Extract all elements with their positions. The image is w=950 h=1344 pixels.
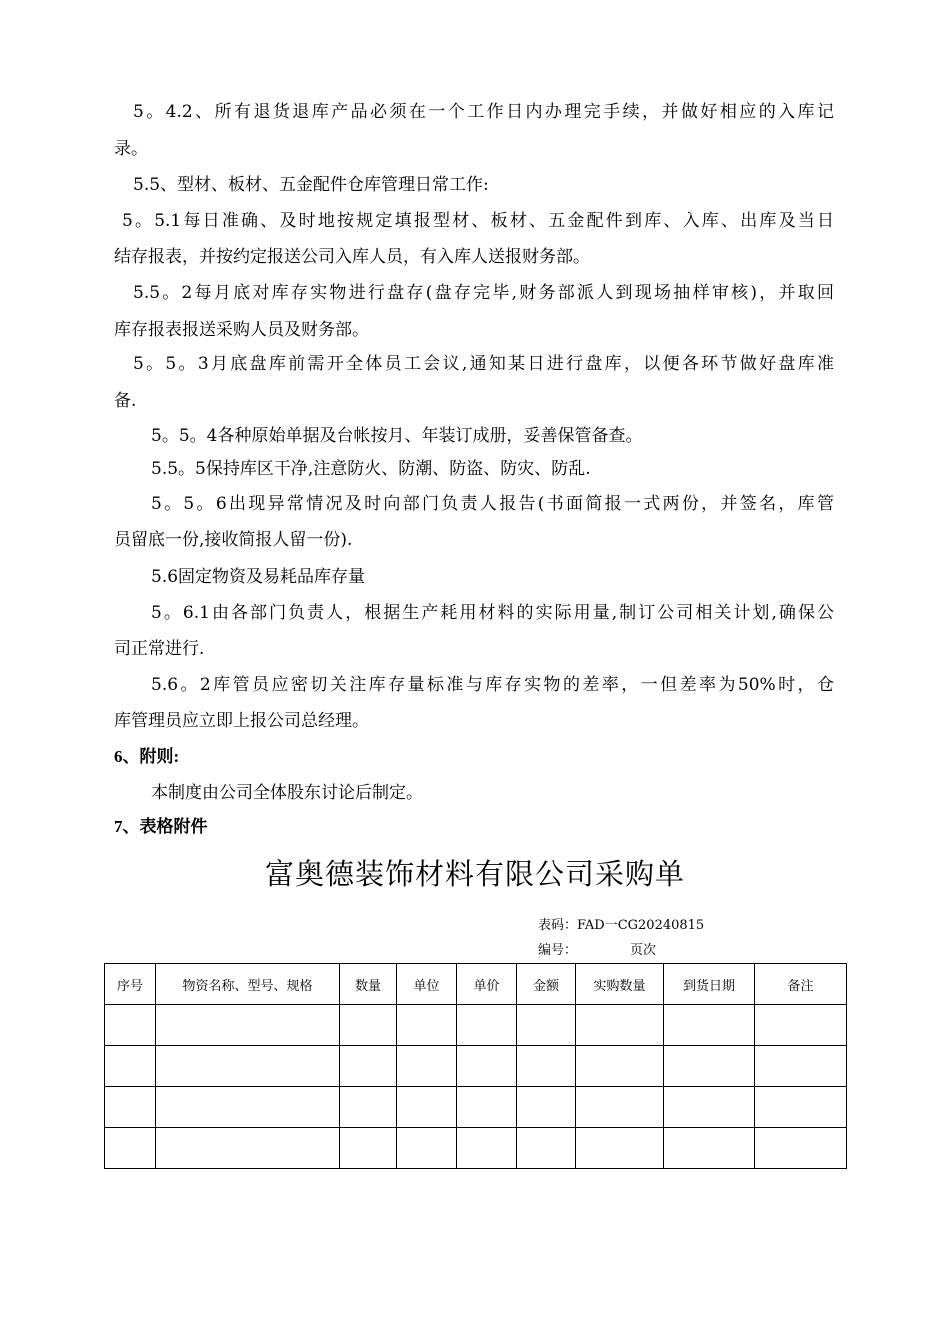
paragraph-5-6-1-line1: 5。6.1由各部门负责人，根据生产耗用材料的实际用量,制订公司相关计划,确保公 <box>151 603 834 623</box>
table-cell[interactable] <box>517 1005 576 1046</box>
table-row <box>105 1087 847 1128</box>
paragraph-5-5-heading: 5.5、型材、板材、五金配件仓库管理日常工作: <box>133 175 489 195</box>
table-cell[interactable] <box>397 1046 457 1087</box>
table-cell[interactable] <box>664 1128 755 1169</box>
purchase-order-table <box>104 963 847 1169</box>
table-cell[interactable] <box>576 1046 664 1087</box>
table-cell[interactable] <box>576 1005 664 1046</box>
paragraph-5-5-6-line2: 员留底一份,接收简报人留一份). <box>114 530 353 550</box>
paragraph-5-4-2-line2: 录。 <box>114 139 148 159</box>
table-header-row <box>105 964 847 1005</box>
paragraph-5-5-2-line2: 库存报表报送采购人员及财务部。 <box>114 320 369 340</box>
header-arrival-date: 到货日期 <box>664 964 755 1005</box>
paragraph-5-6-heading: 5.6固定物资及易耗品库存量 <box>151 567 366 587</box>
paragraph-5-5-6-line1: 5。5。6出现异常情况及时向部门负责人报告(书面简报一式两份，并签名，库管 <box>151 494 834 514</box>
table-cell[interactable] <box>340 1087 397 1128</box>
paragraph-5-5-4: 5。5。4各种原始单据及台帐按月、年装订成册，妥善保管备查。 <box>151 426 643 446</box>
table-cell[interactable] <box>664 1046 755 1087</box>
paragraph-5-4-2-line1: 5。4.2、所有退货退库产品必须在一个工作日内办理完手续，并做好相应的入库记 <box>133 102 834 122</box>
table-row <box>105 1046 847 1087</box>
table-cell[interactable] <box>156 1046 340 1087</box>
header-quantity: 数量 <box>340 964 397 1005</box>
table-cell[interactable] <box>340 1046 397 1087</box>
table-cell[interactable] <box>156 1005 340 1046</box>
paragraph-5-5-5: 5.5。5保持库区干净,注意防火、防潮、防盗、防灾、防乱. <box>151 459 591 479</box>
table-cell[interactable] <box>156 1128 340 1169</box>
paragraph-5-6-2-line1: 5.6。2库管员应密切关注库存量标准与库存实物的差率，一但差率为50%时，仓 <box>151 675 834 695</box>
table-cell[interactable] <box>755 1005 847 1046</box>
table-cell[interactable] <box>340 1128 397 1169</box>
header-unit: 单位 <box>397 964 457 1005</box>
table-cell[interactable] <box>105 1046 156 1087</box>
table-row <box>105 1128 847 1169</box>
table-cell[interactable] <box>457 1046 517 1087</box>
section-6-text: 本制度由公司全体股东讨论后制定。 <box>151 783 423 803</box>
table-cell[interactable] <box>397 1005 457 1046</box>
table-cell[interactable] <box>397 1128 457 1169</box>
table-cell[interactable] <box>755 1046 847 1087</box>
paragraph-5-5-3-line1: 5。5。3月底盘库前需开全体员工会议,通知某日进行盘库，以便各环节做好盘库准 <box>133 354 834 374</box>
table-cell[interactable] <box>517 1046 576 1087</box>
table-cell[interactable] <box>457 1128 517 1169</box>
table-cell[interactable] <box>105 1005 156 1046</box>
table-cell[interactable] <box>576 1087 664 1128</box>
header-remarks: 备注 <box>755 964 847 1005</box>
form-title: 富奥德装饰材料有限公司采购单 <box>264 857 685 891</box>
table-cell[interactable] <box>457 1087 517 1128</box>
table-cell[interactable] <box>664 1087 755 1128</box>
paragraph-5-5-2-line1: 5.5。2每月底对库存实物进行盘存(盘存完毕,财务部派人到现场抽样审核)，并取回 <box>133 283 834 303</box>
header-unit-price: 单价 <box>457 964 517 1005</box>
table-cell[interactable] <box>105 1087 156 1128</box>
header-amount: 金额 <box>517 964 576 1005</box>
section-7-heading: 7、表格附件 <box>114 817 208 836</box>
table-cell[interactable] <box>340 1005 397 1046</box>
table-row <box>105 1005 847 1046</box>
paragraph-5-5-1-line1: 5。5.1每日准确、及时地按规定填报型材、板材、五金配件到库、入库、出库及当日 <box>122 211 834 231</box>
table-cell[interactable] <box>517 1087 576 1128</box>
header-actual-quantity: 实购数量 <box>576 964 664 1005</box>
header-index: 序号 <box>105 964 156 1005</box>
paragraph-5-5-1-line2: 结存报表，并按约定报送公司入库人员，有入库人送报财务部。 <box>114 247 590 267</box>
paragraph-5-5-3-line2: 备. <box>114 391 137 411</box>
table-cell[interactable] <box>755 1128 847 1169</box>
header-item-name: 物资名称、型号、规格 <box>156 964 340 1005</box>
table-cell[interactable] <box>457 1005 517 1046</box>
table-cell[interactable] <box>755 1087 847 1128</box>
table-cell[interactable] <box>517 1128 576 1169</box>
form-number-label: 编号： <box>538 943 578 958</box>
table-cell[interactable] <box>576 1128 664 1169</box>
form-page-label: 页次 <box>630 943 657 958</box>
section-6-heading: 6、附则: <box>114 747 180 766</box>
table-cell[interactable] <box>156 1087 340 1128</box>
paragraph-5-6-2-line2: 库管理员应立即上报公司总经理。 <box>114 711 369 731</box>
paragraph-5-6-1-line2: 司正常进行. <box>114 639 205 659</box>
table-cell[interactable] <box>105 1128 156 1169</box>
form-code: 表码：FAD一CG20240815 <box>538 918 705 933</box>
table-cell[interactable] <box>664 1005 755 1046</box>
table-cell[interactable] <box>397 1087 457 1128</box>
